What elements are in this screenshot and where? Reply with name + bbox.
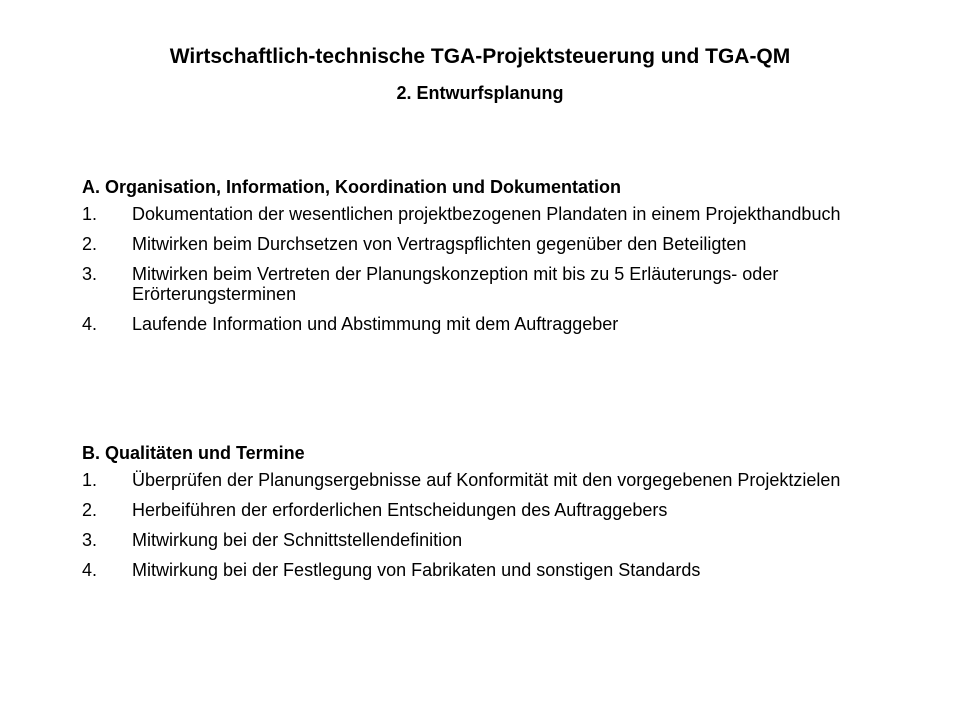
item-text: Mitwirkung bei der Schnittstellendefinition [132,530,463,550]
list-item [82,470,882,490]
item-number: 3. [82,530,98,550]
section-heading: B. Qualitäten und Termine [82,443,305,463]
list-item [82,204,882,224]
list-item [82,530,882,550]
item-text: Laufende Information und Abstimmung mit dem Auftraggeber [132,314,619,334]
item-text: Mitwirken beim Durchsetzen von Vertragspflichten gegenüber den Beteiligten [132,234,747,254]
slide-title: Wirtschaftlich-technische TGA-Projektsteuerung und TGA-QM [169,45,791,68]
item-text: Überprüfen der Planungsergebnisse auf Konformität mit den vorgegebenen Projektzielen [132,470,841,490]
item-text: Mitwirkung bei der Festlegung von Fabrikaten und sonstigen Standards [132,560,701,580]
item-number: 1. [82,204,98,224]
list-item [82,500,882,520]
item-number: 4. [82,314,98,334]
item-number: 1. [82,470,98,490]
list-item [82,264,882,304]
item-text: Herbeiführen der erforderlichen Entscheidungen des Auftraggebers [132,500,668,520]
list-item [82,560,882,580]
list-item [82,314,882,334]
item-number: 2. [82,234,98,254]
item-number: 2. [82,500,98,520]
slide-subtitle: 2. Entwurfsplanung [396,83,564,103]
list-item [82,234,882,254]
section-a [82,174,882,344]
section-heading: A. Organisation, Information, Koordination und Dokumentation [82,177,621,197]
item-text: Mitwirken beim Vertreten der Planungskonzeption mit bis zu 5 Erläuterungs- oder Erörterungsterminen [132,264,779,304]
item-text: Dokumentation der wesentlichen projektbezogenen Plandaten in einem Projekthandbuch [132,204,841,224]
item-number: 4. [82,560,98,580]
item-number: 3. [82,264,98,284]
section-b [82,440,882,590]
